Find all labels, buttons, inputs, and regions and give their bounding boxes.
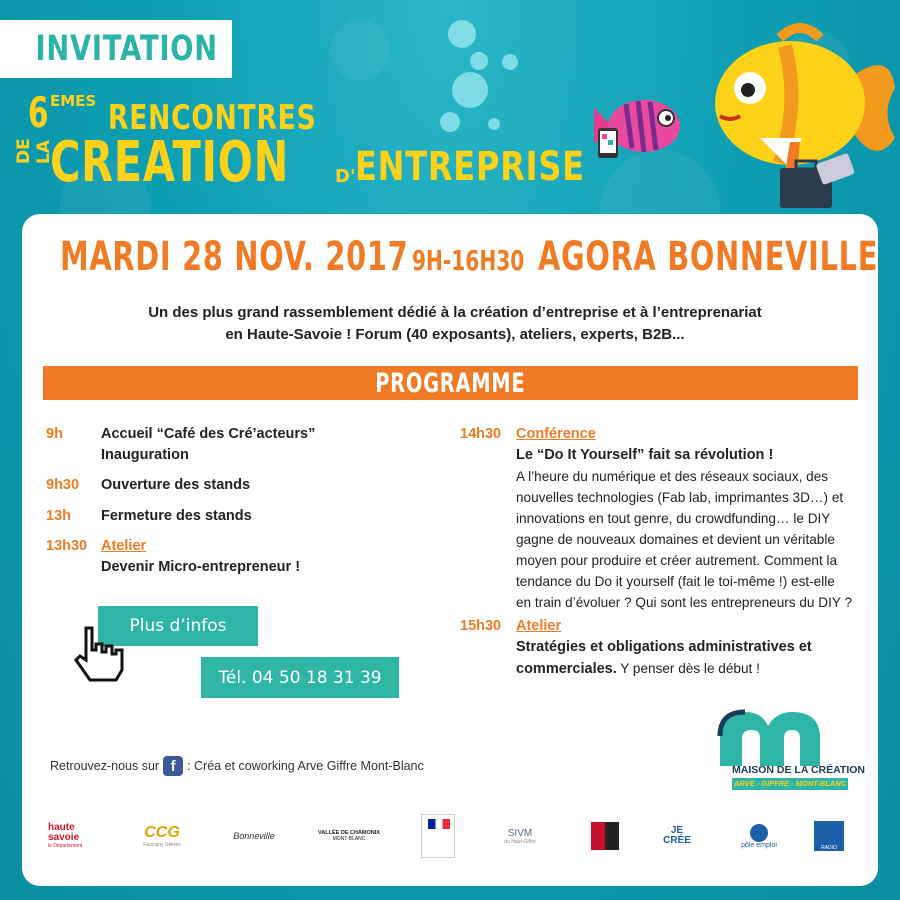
haute-savoie-logo — [48, 808, 108, 864]
je-label: JE — [670, 825, 684, 836]
maison-m-icon — [700, 706, 850, 772]
time-9h: 9h — [46, 426, 63, 442]
je-cree-logo — [652, 808, 702, 864]
desc-line-6: tendance du Do it yourself (fait le toi-même !) est-elle — [516, 574, 835, 589]
desc-line-1: A l’heure du numérique et des réseaux sociaux, des — [516, 469, 829, 484]
phone-button[interactable]: Tél. 04 50 18 31 39 — [201, 657, 399, 698]
social-prefix: Retrouvez-nous sur — [50, 759, 160, 773]
item-fermeture: Fermeture des stands — [101, 508, 252, 524]
maison-creation-logo — [700, 706, 865, 790]
title-entreprise: ENTREPRISE — [355, 144, 585, 190]
desc-line-2: nouvelles technologies (Fab lab, imprimantes 3D…) et — [516, 490, 844, 505]
strategies-suffix: Y penser dès le début ! — [616, 661, 760, 676]
maison-tagline: ARVE - GIFFRE - MONT-BLANC — [733, 779, 847, 788]
haut-giffre-label: du Haut-Giffre — [504, 838, 536, 845]
time-15h30: 15h30 — [460, 618, 502, 634]
item-conference — [516, 424, 866, 613]
strategies-title-line2: commerciales. — [516, 661, 617, 677]
conference-description — [516, 466, 866, 613]
ccg-label: CCG — [144, 824, 180, 841]
atelier-link[interactable]: Atelier — [101, 538, 147, 554]
intro-line-2: en Haute-Savoie ! Forum (40 exposants), ateliers, experts, B2B... — [225, 326, 685, 343]
invitation-badge — [0, 20, 232, 78]
faucigny-glieres-logo — [132, 808, 192, 864]
savoie-label: savoie — [48, 832, 80, 843]
programme-banner — [43, 366, 858, 400]
title-d: D' — [335, 166, 356, 187]
desc-line-4: gagne de nouveaux domaines et devient un véritable — [516, 532, 835, 547]
maison-name: MAISON DE LA CRÉATION — [732, 764, 865, 776]
facebook-icon[interactable]: f — [163, 756, 183, 776]
pole-emploi-label: pôle emploi — [741, 841, 777, 849]
departement-label: le Département — [48, 843, 83, 849]
conference-title: Le “Do It Yourself” fait sa révolution ! — [516, 447, 774, 463]
yellow-fish-illustration — [690, 18, 900, 218]
item-atelier-strategies — [516, 616, 866, 680]
haute-label: haute — [48, 822, 75, 833]
partner-logos — [40, 808, 860, 864]
radio-label: RADIO — [814, 821, 844, 851]
time-9h30: 9h30 — [46, 477, 80, 493]
faucigny-label: Faucigny Glières — [143, 842, 181, 848]
social-line — [50, 756, 424, 776]
pole-emploi-logo — [734, 808, 784, 864]
micro-entrepreneur-label: Devenir Micro-entrepreneur ! — [101, 559, 301, 575]
accueil-label: Accueil “Café des Cré’acteurs” — [101, 426, 316, 442]
cree-label: CRÉE — [663, 835, 691, 846]
title-de-la: DE LA — [14, 138, 54, 164]
bonneville-label: Bonneville — [233, 831, 275, 841]
sivm-logo — [490, 808, 550, 864]
invitation-label: INVITATION — [35, 29, 218, 69]
event-date: MARDI 28 NOV. 2017 — [60, 234, 409, 280]
event-place: AGORA BONNEVILLE — [538, 234, 879, 280]
social-label: : Créa et coworking Arve Giffre Mont-Blanc — [187, 759, 424, 773]
vallee-chamonix-logo — [312, 808, 386, 864]
item-ouverture: Ouverture des stands — [101, 477, 251, 493]
strategies-title-line2-wrap — [516, 658, 866, 680]
edition-suffix: EMES — [50, 92, 97, 110]
event-intro — [60, 302, 850, 346]
edition-number: 6 — [28, 88, 49, 137]
bonneville-logo — [224, 808, 284, 864]
inauguration-label: Inauguration — [101, 447, 189, 463]
desc-line-5: moyen pour produire et créer autrement. Comment la — [516, 553, 838, 568]
cci-logo — [588, 808, 622, 864]
item-accueil — [101, 424, 315, 466]
republique-francaise-logo — [418, 808, 458, 864]
radio-logo — [812, 808, 846, 864]
desc-line-3: innovations en tout genre, du crowdfunding… le DIY — [516, 511, 831, 526]
time-13h: 13h — [46, 508, 71, 524]
time-13h30: 13h30 — [46, 538, 88, 554]
intro-line-1: Un des plus grand rassemblement dédié à la création d’entreprise et à l’entreprenariat — [148, 304, 762, 321]
strategies-title-line1: Stratégies et obligations administratives et — [516, 639, 812, 655]
event-time: 9H-16H30 — [412, 244, 525, 277]
sivm-label: SIVM — [507, 827, 533, 839]
programme-title: PROGRAMME — [375, 367, 526, 399]
conference-link[interactable]: Conférence — [516, 426, 596, 442]
atelier-strategies-link[interactable]: Atelier — [516, 618, 562, 634]
item-atelier-micro — [101, 536, 300, 578]
title-rencontres: RENCONTRES — [108, 98, 317, 138]
mont-blanc-label: MONT-BLANC — [332, 836, 366, 842]
time-14h30: 14h30 — [460, 426, 502, 442]
chamonix-label: VALLÉE DE CHAMONIX — [318, 830, 380, 836]
more-info-button[interactable]: Plus d’infos — [98, 606, 258, 646]
desc-line-7: en train d’évoluer ? Qui sont les entrepreneurs du DIY ? — [516, 595, 853, 610]
title-creation: CREATION — [50, 130, 290, 195]
pink-fish-illustration — [586, 78, 686, 178]
pointer-hand-icon — [66, 620, 138, 690]
